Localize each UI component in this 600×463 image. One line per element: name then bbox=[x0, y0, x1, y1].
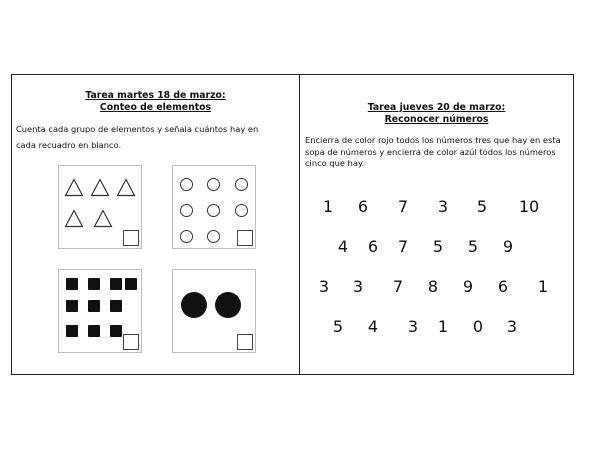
circle-icon bbox=[235, 204, 248, 217]
number-cell[interactable]: 5 bbox=[476, 197, 488, 216]
right-title-topic: Reconocer números bbox=[384, 113, 489, 125]
square-icon bbox=[88, 300, 100, 312]
number-cell[interactable]: 10 bbox=[518, 197, 540, 216]
circle-icon bbox=[180, 178, 193, 191]
homework-sheet bbox=[11, 74, 574, 375]
number-cell[interactable]: 9 bbox=[462, 277, 474, 296]
triangle-icon bbox=[116, 178, 136, 197]
square-icon bbox=[88, 278, 100, 290]
square-icon bbox=[110, 278, 122, 290]
counting-box-triangles bbox=[58, 165, 142, 249]
square-icon bbox=[110, 300, 122, 312]
circle-icon bbox=[207, 178, 220, 191]
triangle-icon bbox=[93, 209, 113, 228]
left-instructions: Cuenta cada grupo de elementos y señala cuántos hay en cada recuadro en blanco. bbox=[16, 124, 259, 150]
number-cell[interactable]: 6 bbox=[497, 277, 509, 296]
number-cell[interactable]: 5 bbox=[432, 237, 444, 256]
answer-square[interactable] bbox=[237, 230, 253, 246]
number-cell[interactable]: 6 bbox=[357, 197, 369, 216]
number-cell[interactable]: 7 bbox=[397, 197, 409, 216]
circle-icon bbox=[180, 204, 193, 217]
number-cell[interactable]: 7 bbox=[392, 277, 404, 296]
answer-square[interactable] bbox=[237, 334, 253, 350]
triangle-icon bbox=[64, 209, 84, 228]
number-cell[interactable]: 0 bbox=[472, 317, 484, 336]
right-instructions: Encierra de color rojo todos los números tres que hay en esta sopa de números y encierra de color azúl todos los números cinco que hay. bbox=[305, 135, 561, 169]
number-cell[interactable]: 6 bbox=[367, 237, 379, 256]
counting-box-dots bbox=[172, 269, 256, 353]
circle-icon bbox=[207, 230, 220, 243]
counting-box-squares bbox=[58, 269, 142, 353]
filled-circle-icon bbox=[215, 292, 241, 318]
right-panel-title bbox=[300, 102, 573, 125]
square-icon bbox=[66, 300, 78, 312]
answer-square[interactable] bbox=[123, 230, 139, 246]
number-cell[interactable]: 3 bbox=[506, 317, 518, 336]
number-cell[interactable]: 5 bbox=[467, 237, 479, 256]
counting-box-circles bbox=[172, 165, 256, 249]
square-icon bbox=[88, 325, 100, 337]
answer-square[interactable] bbox=[123, 334, 139, 350]
left-title-date: Tarea martes 18 de marzo: bbox=[85, 90, 226, 101]
square-icon bbox=[125, 278, 137, 290]
filled-circle-icon bbox=[181, 292, 207, 318]
number-cell[interactable]: 3 bbox=[407, 317, 419, 336]
left-panel-title bbox=[12, 90, 299, 113]
number-cell[interactable]: 1 bbox=[437, 317, 449, 336]
right-title-date: Tarea jueves 20 de marzo: bbox=[367, 102, 506, 113]
number-cell[interactable]: 3 bbox=[352, 277, 364, 296]
triangle-icon bbox=[90, 178, 110, 197]
number-cell[interactable]: 1 bbox=[537, 277, 549, 296]
number-cell[interactable]: 4 bbox=[337, 237, 349, 256]
square-icon bbox=[66, 278, 78, 290]
number-cell[interactable]: 8 bbox=[427, 277, 439, 296]
number-cell[interactable]: 1 bbox=[322, 197, 334, 216]
circle-icon bbox=[235, 178, 248, 191]
square-icon bbox=[66, 325, 78, 337]
number-cell[interactable]: 3 bbox=[437, 197, 449, 216]
number-cell[interactable]: 9 bbox=[502, 237, 514, 256]
triangle-icon bbox=[64, 178, 84, 197]
number-cell[interactable]: 5 bbox=[332, 317, 344, 336]
circle-icon bbox=[180, 230, 193, 243]
left-title-topic: Conteo de elementos bbox=[99, 101, 212, 113]
number-cell[interactable]: 4 bbox=[367, 317, 379, 336]
number-cell[interactable]: 3 bbox=[318, 277, 330, 296]
square-icon bbox=[110, 325, 122, 337]
number-cell[interactable]: 7 bbox=[397, 237, 409, 256]
circle-icon bbox=[207, 204, 220, 217]
